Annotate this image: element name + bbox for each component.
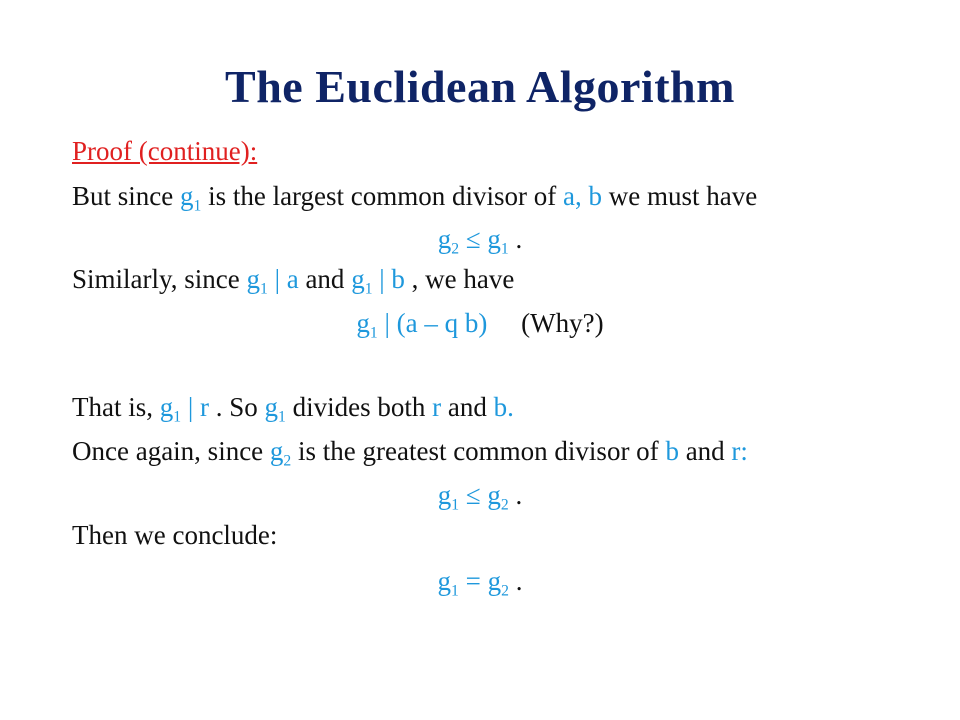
line-once-again: Once again, since $g_2$ is the greatest common divisor of b and r: — [72, 436, 748, 470]
line-largest-common-divisor: But since $g_1$ is the largest common divisor of a, b we must have — [72, 181, 758, 215]
equation-g2-le-g1: $g_2 \le g_1$ . — [437, 224, 523, 258]
proof-heading: Proof (continue): — [72, 136, 258, 166]
slide-title: The Euclidean Algorithm — [225, 61, 735, 112]
equation-g1-le-g2: $g_1 \le g_2$ . — [437, 480, 523, 514]
equation-g1-divides-a-minus-qb: $g_1$ | (a – q b) (Why?) — [356, 308, 604, 342]
line-then-we-conclude: Then we conclude: — [72, 520, 278, 550]
line-similarly: Similarly, since $g_1$ | a and $g_1$ | b , we have — [72, 264, 515, 298]
equation-g1-eq-g2: $g_1 = g_2$ . — [437, 566, 523, 600]
line-that-is: That is, $g_1$ | r . So $g_1$ divides both r and b. — [72, 392, 514, 426]
